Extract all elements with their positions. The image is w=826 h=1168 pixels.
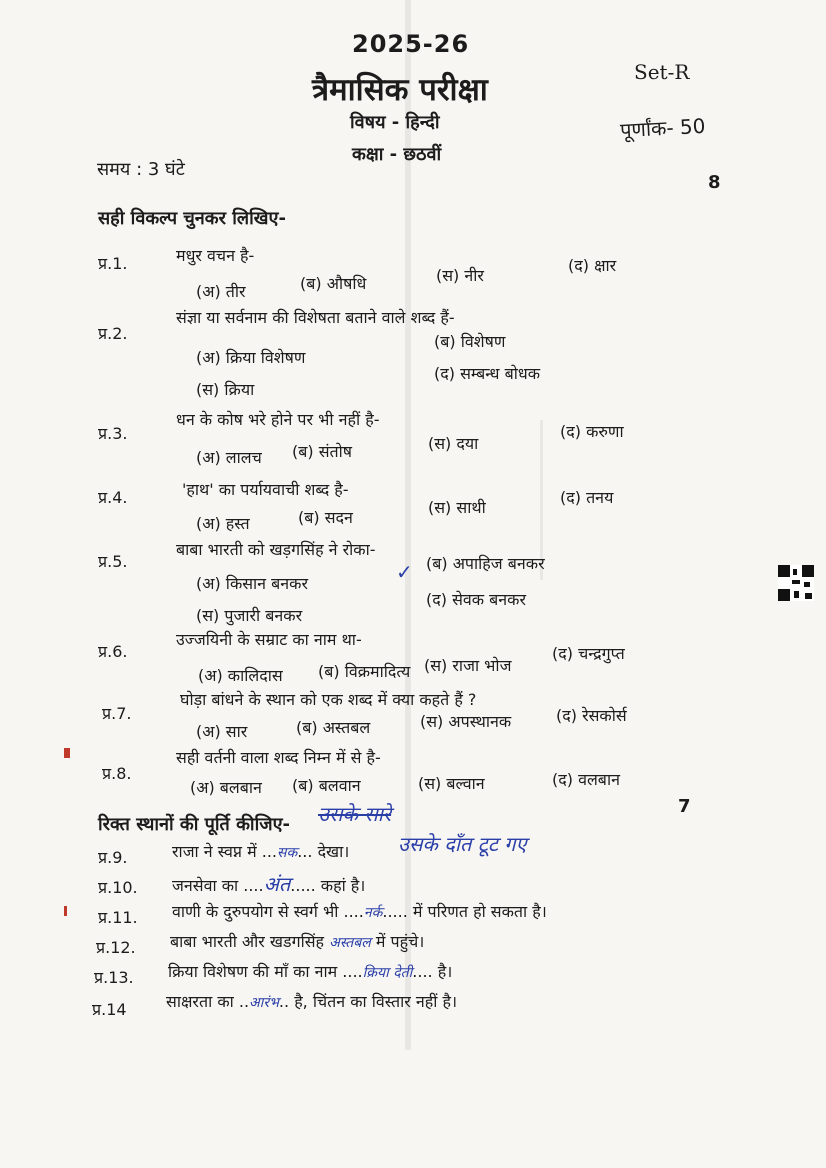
qr-code-icon	[778, 565, 814, 601]
fill-after: है।	[437, 962, 453, 981]
option: (द) तनय	[560, 488, 614, 507]
option: (अ) किसान बनकर	[196, 574, 309, 593]
option: (द) रेसकोर्स	[556, 706, 627, 725]
option: (ब) अपाहिज बनकर	[426, 554, 545, 573]
option: (अ) तीर	[196, 282, 246, 301]
margin-mark	[64, 906, 67, 916]
option: (स) बल्वान	[418, 774, 485, 793]
exam-year: 2025-26	[352, 30, 470, 58]
fill-before: बाबा भारती और खडगसिंह	[170, 932, 325, 951]
option: (स) राजा भोज	[424, 656, 512, 675]
question-number: प्र.11.	[98, 908, 138, 927]
handwritten-answer: सक	[277, 845, 298, 861]
time-label: समय : 3 घंटे	[97, 159, 185, 180]
option: (ब) विक्रमादित्य	[318, 662, 411, 681]
option: (स) नीर	[436, 266, 484, 285]
fill-before: राजा ने स्वप्न में	[172, 842, 257, 861]
handwritten-answer: आरंभ	[249, 995, 279, 1011]
option: (स) दया	[428, 434, 479, 453]
tick-mark: ✓	[396, 560, 413, 584]
margin-mark	[64, 748, 70, 758]
fill-blank-text: क्रिया विशेषण की माँ का नाम ....क्रिया देती.... है।	[168, 962, 453, 981]
full-marks: पूर्णांक- 50	[619, 113, 706, 143]
handwritten-answer: क्रिया देती	[362, 965, 413, 981]
question-text: धन के कोष भरे होने पर भी नहीं है-	[176, 410, 380, 429]
section1-marks: 8	[708, 172, 721, 193]
subject-label: विषय - हिन्दी	[350, 112, 440, 133]
option: (अ) लालच	[196, 448, 262, 467]
question-number: प्र.6.	[98, 642, 128, 661]
class-label: कक्षा - छठवीं	[352, 144, 442, 165]
option: (द) वलबान	[552, 770, 620, 789]
question-number: प्र.3.	[98, 424, 128, 443]
question-text: उज्जयिनी के सम्राट का नाम था-	[176, 630, 362, 649]
fill-before: जनसेवा का	[172, 876, 239, 895]
fill-after: कहां है।	[320, 876, 366, 895]
option: (द) चन्द्रगुप्त	[552, 644, 625, 663]
fill-blank-text: राजा ने स्वप्न में ...सक... देखा।	[172, 842, 350, 861]
option: (ब) अस्तबल	[296, 718, 371, 737]
question-number: प्र.4.	[98, 488, 128, 507]
option: (अ) क्रिया विशेषण	[196, 348, 306, 367]
handwritten-answer: अंत	[263, 872, 291, 896]
option: (स) क्रिया	[196, 380, 255, 399]
option: (ब) औषधि	[300, 274, 367, 293]
handwritten-note: उसके दाँत टूट गए	[398, 832, 527, 856]
fill-blank-text: साक्षरता का ..आरंभ.. है, चिंतन का विस्तार नहीं है।	[166, 992, 458, 1011]
option: (स) साथी	[428, 498, 486, 517]
set-label: Set-R	[634, 60, 690, 84]
question-number: प्र.5.	[98, 552, 128, 571]
fill-after: में परिणत हो सकता है।	[412, 902, 547, 921]
exam-title: त्रैमासिक परीक्षा	[312, 72, 488, 108]
fill-before: क्रिया विशेषण की माँ का नाम	[168, 962, 338, 981]
option: (द) करुणा	[560, 422, 624, 441]
question-number: प्र.12.	[96, 938, 136, 957]
question-number: प्र.1.	[98, 254, 128, 273]
option: (स) पुजारी बनकर	[196, 606, 303, 625]
question-number: प्र.2.	[98, 324, 128, 343]
handwritten-answer: अस्तबल	[329, 935, 371, 951]
option: (स) अपस्थानक	[420, 712, 512, 731]
question-number: प्र.8.	[102, 764, 132, 783]
fill-blank-text	[170, 930, 424, 952]
question-number: प्र.7.	[102, 704, 132, 723]
fill-before: वाणी के दुरुपयोग से स्वर्ग भी	[172, 902, 339, 921]
handwritten-answer: नर्क	[363, 905, 383, 921]
question-number: प्र.13.	[94, 968, 134, 987]
option: (ब) संतोष	[292, 442, 353, 461]
option: (ब) सदन	[298, 508, 353, 527]
question-text: संज्ञा या सर्वनाम की विशेषता बताने वाले शब्द हैं-	[176, 308, 455, 327]
fill-blank-text: जनसेवा का ....अंत..... कहां है।	[172, 872, 366, 896]
fill-after: देखा।	[317, 842, 350, 861]
option: (अ) हस्त	[196, 514, 250, 533]
question-text: 'हाथ' का पर्यायवाची शब्द है-	[182, 480, 349, 499]
option: (अ) सार	[196, 722, 248, 741]
option: (ब) विशेषण	[434, 332, 506, 351]
question-number: प्र.14	[92, 1000, 127, 1019]
question-number: प्र.10.	[98, 878, 138, 897]
question-text: मधुर वचन है-	[176, 246, 255, 265]
question-number: प्र.9.	[98, 848, 128, 867]
section2-heading: रिक्त स्थानों की पूर्ति कीजिए-	[98, 814, 291, 835]
option: (ब) बलवान	[292, 776, 361, 795]
option: (द) सम्बन्ध बोधक	[434, 364, 540, 383]
option: (अ) बलबान	[190, 778, 262, 797]
question-text: बाबा भारती को खड़गसिंह ने रोका-	[176, 540, 376, 559]
option: (अ) कालिदास	[198, 666, 283, 685]
fill-before: साक्षरता का	[166, 992, 234, 1011]
handwritten-note: उसके सारे	[318, 802, 392, 826]
fill-blank-text: वाणी के दुरुपयोग से स्वर्ग भी ....नर्क..... में परिणत हो सकता है।	[172, 902, 547, 921]
section2-marks: 7	[678, 796, 691, 817]
option: (द) सेवक बनकर	[426, 590, 527, 609]
question-text: सही वर्तनी वाला शब्द निम्न में से है-	[176, 748, 381, 767]
fill-after: है, चिंतन का विस्तार नहीं है।	[294, 992, 458, 1011]
section1-heading: सही विकल्प चुनकर लिखिए-	[98, 208, 286, 229]
option: (द) क्षार	[568, 256, 617, 275]
fill-after: में पहुंचे।	[375, 932, 425, 951]
question-text: घोड़ा बांधने के स्थान को एक शब्द में क्या कहते हैं ?	[180, 690, 477, 709]
